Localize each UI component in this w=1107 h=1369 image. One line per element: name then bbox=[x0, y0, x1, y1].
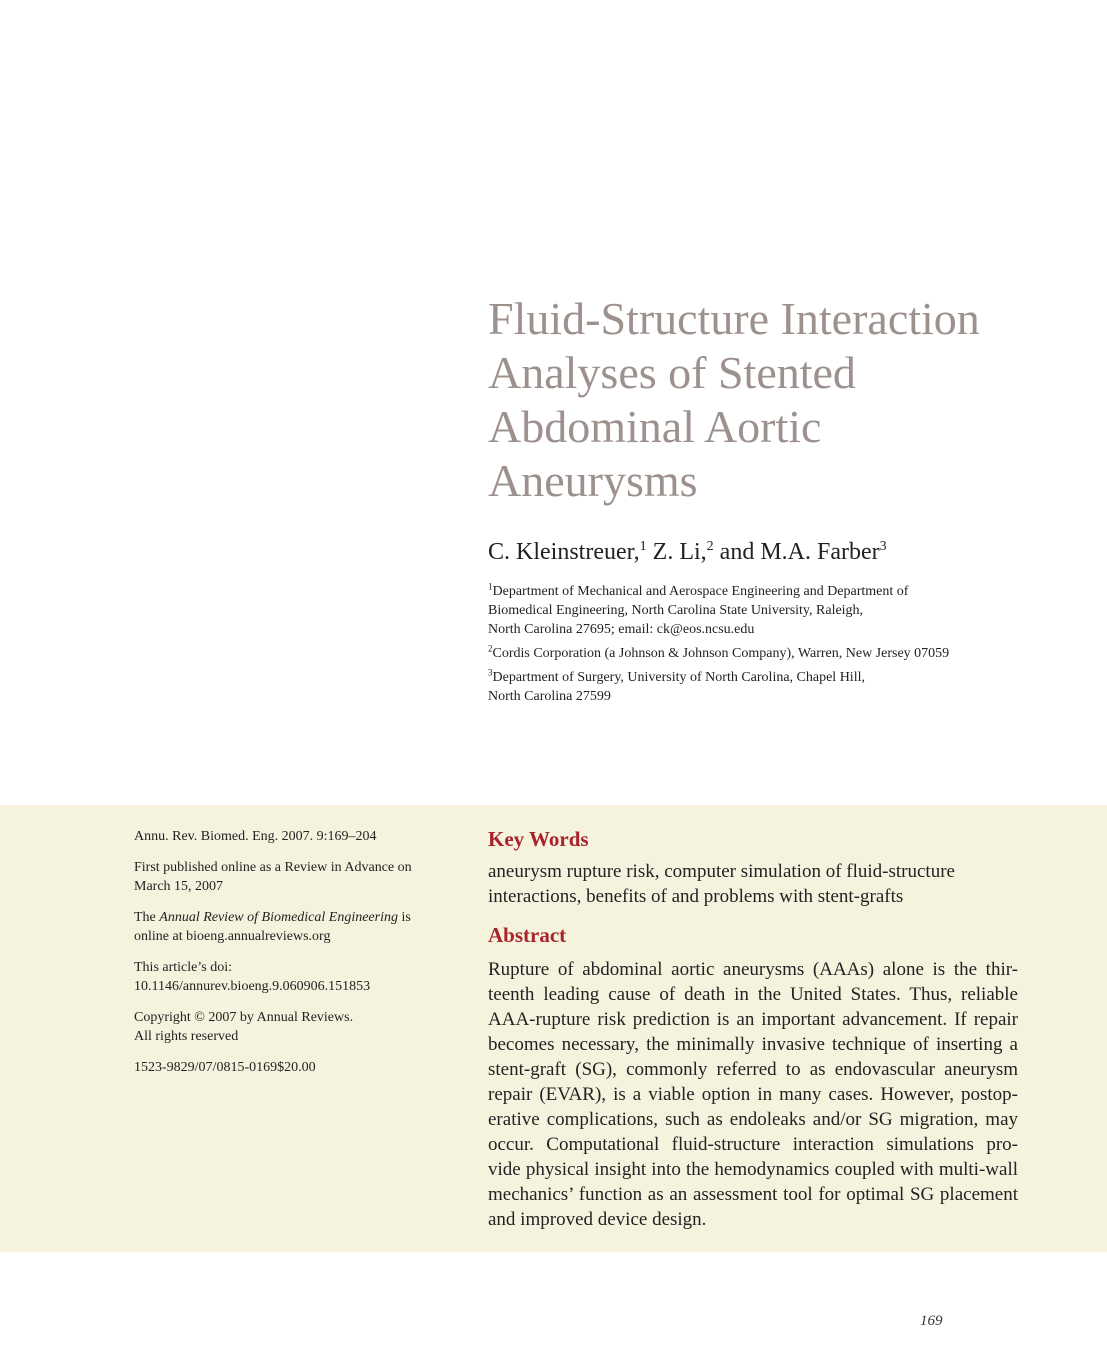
author-affil-mark: 3 bbox=[879, 539, 887, 554]
abstract-line: stent-graft (SG), commonly referred to as endovascular aneurysm bbox=[488, 1059, 1018, 1080]
abstract-line: and improved device design. bbox=[488, 1209, 707, 1230]
abstract-line: erative complications, such as endoleaks and/or SG migration, may bbox=[488, 1109, 1018, 1130]
author-name: Z. Li, bbox=[646, 539, 707, 565]
copyright bbox=[134, 1008, 454, 1046]
online-url: online at bioeng.annualreviews.org bbox=[134, 929, 331, 944]
abstract-line: teenth leading cause of death in the United States. Thus, reliable bbox=[488, 984, 1018, 1005]
affil-line: North Carolina 27695; email: ck@eos.ncsu.edu bbox=[488, 622, 755, 637]
author-affil-mark: 2 bbox=[706, 539, 714, 554]
affil-line: North Carolina 27599 bbox=[488, 689, 611, 704]
article-sidebar bbox=[134, 827, 454, 1089]
online-post: is bbox=[397, 910, 411, 925]
abstract-line: mechanics’ function as an assessment tool for optimal SG placement bbox=[488, 1184, 1018, 1205]
abstract-line: Rupture of abdominal aortic aneurysms (AAAs) alone is the thir- bbox=[488, 959, 1018, 980]
affil-line: Department of Surgery, University of North Carolina, Chapel Hill, bbox=[492, 670, 865, 685]
title-line: Abdominal Aortic bbox=[488, 401, 822, 452]
author-affil-mark: 1 bbox=[639, 539, 647, 554]
keywords-line: interactions, benefits of and problems with stent-grafts bbox=[488, 886, 904, 907]
affil-line: Cordis Corporation (a Johnson & Johnson Company), Warren, New Jersey 07059 bbox=[492, 646, 950, 661]
affil-line: Biomedical Engineering, North Carolina State University, Raleigh, bbox=[488, 603, 864, 618]
copyright-line: Copyright © 2007 by Annual Reviews. bbox=[134, 1010, 354, 1025]
abstract-column bbox=[488, 825, 1018, 1232]
affil-mark: 1 bbox=[488, 581, 493, 592]
affiliation-1 bbox=[488, 582, 1048, 639]
page-number: 169 bbox=[920, 1313, 943, 1329]
publication-note bbox=[134, 858, 454, 896]
abstract-line: AAA-rupture risk prediction is an important advancement. If repair bbox=[488, 1009, 1018, 1030]
keywords-heading: Key Words bbox=[488, 827, 589, 851]
abstract-line: vide physical insight into the hemodynamics coupled with multi-wall bbox=[488, 1159, 1018, 1180]
publication-line: First published online as a Review in Advance on bbox=[134, 860, 412, 875]
title-line: Fluid-Structure Interaction bbox=[488, 293, 980, 344]
citation: Annu. Rev. Biomed. Eng. 2007. 9:169–204 bbox=[134, 829, 377, 844]
author-name: C. Kleinstreuer, bbox=[488, 539, 640, 565]
doi-value: 10.1146/annurev.bioeng.9.060906.151853 bbox=[134, 979, 371, 994]
online-pre: The bbox=[134, 910, 160, 925]
abstract-line: becomes necessary, the minimally invasive technique of inserting a bbox=[488, 1034, 1018, 1055]
online-note bbox=[134, 908, 454, 946]
issn: 1523-9829/07/0815-0169$20.00 bbox=[134, 1060, 316, 1075]
keywords-line: aneurysm rupture risk, computer simulation of fluid-structure bbox=[488, 861, 955, 882]
journal-name: Annual Review of Biomedical Engineering bbox=[159, 910, 398, 925]
copyright-line: All rights reserved bbox=[134, 1029, 239, 1044]
affil-mark: 3 bbox=[488, 667, 493, 678]
title-line: Analyses of Stented bbox=[488, 347, 856, 398]
doi-note bbox=[134, 958, 454, 996]
affil-mark: 2 bbox=[488, 643, 493, 654]
affiliations bbox=[488, 582, 1048, 711]
affil-line: Department of Mechanical and Aerospace Engineering and Department of bbox=[492, 584, 909, 599]
author-list bbox=[488, 536, 887, 568]
doi-label: This article’s doi: bbox=[134, 960, 232, 975]
affiliation-3 bbox=[488, 668, 1048, 706]
abstract-line: repair (EVAR), is a viable option in many cases. However, postop- bbox=[488, 1084, 1018, 1105]
abstract-heading: Abstract bbox=[488, 923, 567, 947]
title-line: Aneurysms bbox=[488, 455, 698, 506]
article-title bbox=[488, 292, 1048, 508]
abstract-text bbox=[488, 957, 1018, 1232]
abstract-line: occur. Computational fluid-structure interaction simulations pro- bbox=[488, 1134, 1018, 1155]
keywords-text bbox=[488, 859, 1018, 909]
author-name: and M.A. Farber bbox=[713, 539, 880, 565]
affiliation-2 bbox=[488, 644, 1048, 663]
publication-line: March 15, 2007 bbox=[134, 879, 224, 894]
